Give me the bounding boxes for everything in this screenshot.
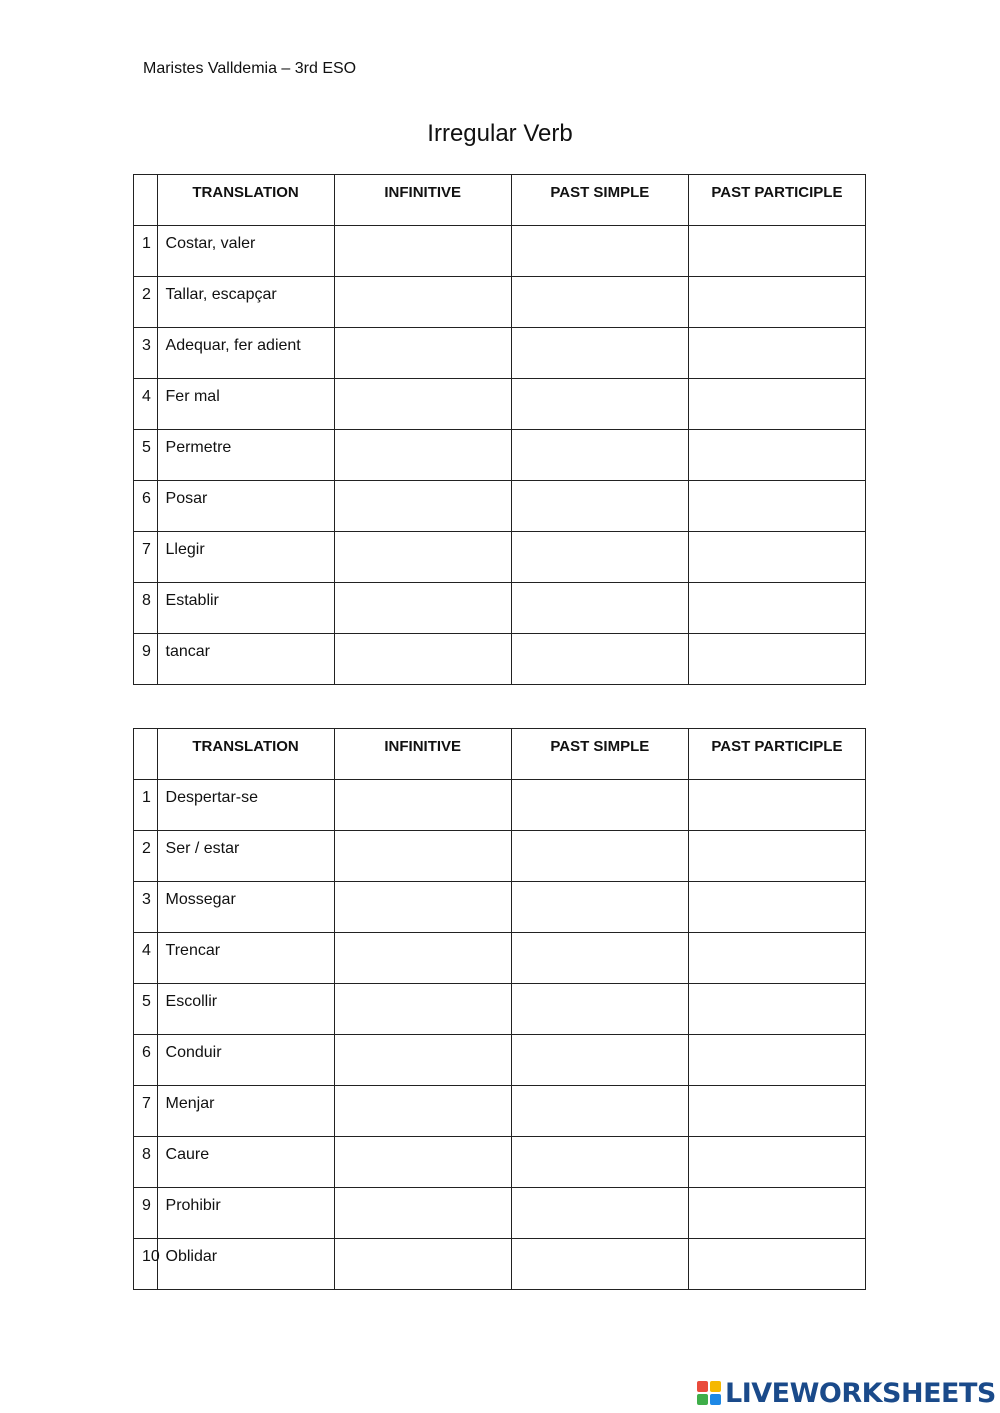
past-participle-cell[interactable]	[688, 1035, 865, 1086]
past-simple-cell[interactable]	[511, 226, 688, 277]
table-row	[134, 1239, 866, 1290]
translation-cell: Trencar	[157, 933, 334, 984]
table-row	[134, 831, 866, 882]
past-simple-cell[interactable]	[511, 532, 688, 583]
past-participle-cell[interactable]	[688, 481, 865, 532]
infinitive-cell[interactable]	[334, 583, 511, 634]
infinitive-cell[interactable]	[334, 984, 511, 1035]
infinitive-cell[interactable]	[334, 933, 511, 984]
row-number: 3	[134, 328, 158, 379]
table-row	[134, 379, 866, 430]
row-number: 8	[134, 1137, 158, 1188]
infinitive-cell[interactable]	[334, 831, 511, 882]
translation-cell: Costar, valer	[157, 226, 334, 277]
translation-cell: Despertar-se	[157, 780, 334, 831]
header-infinitive: INFINITIVE	[334, 729, 511, 780]
past-participle-cell[interactable]	[688, 634, 865, 685]
row-number: 3	[134, 882, 158, 933]
infinitive-cell[interactable]	[334, 882, 511, 933]
past-participle-cell[interactable]	[688, 328, 865, 379]
past-simple-cell[interactable]	[511, 481, 688, 532]
translation-cell: Fer mal	[157, 379, 334, 430]
table-row	[134, 277, 866, 328]
past-participle-cell[interactable]	[688, 226, 865, 277]
past-simple-cell[interactable]	[511, 1137, 688, 1188]
table-row	[134, 882, 866, 933]
row-number: 1	[134, 780, 158, 831]
header-translation: TRANSLATION	[157, 175, 334, 226]
past-participle-cell[interactable]	[688, 379, 865, 430]
past-participle-cell[interactable]	[688, 780, 865, 831]
past-participle-cell[interactable]	[688, 532, 865, 583]
past-participle-cell[interactable]	[688, 984, 865, 1035]
logo-text: LIVEWORKSHEETS	[725, 1377, 996, 1409]
infinitive-cell[interactable]	[334, 1239, 511, 1290]
row-number: 4	[134, 933, 158, 984]
table-row	[134, 1035, 866, 1086]
translation-cell: Posar	[157, 481, 334, 532]
past-simple-cell[interactable]	[511, 1188, 688, 1239]
row-number: 6	[134, 1035, 158, 1086]
verb-table-1	[133, 174, 866, 685]
table-row	[134, 430, 866, 481]
infinitive-cell[interactable]	[334, 277, 511, 328]
table-row	[134, 328, 866, 379]
past-simple-cell[interactable]	[511, 634, 688, 685]
infinitive-cell[interactable]	[334, 481, 511, 532]
row-number: 10	[134, 1239, 158, 1290]
infinitive-cell[interactable]	[334, 634, 511, 685]
past-participle-cell[interactable]	[688, 1239, 865, 1290]
row-number: 9	[134, 634, 158, 685]
header-past-participle: PAST PARTICIPLE	[688, 175, 865, 226]
past-participle-cell[interactable]	[688, 1137, 865, 1188]
past-simple-cell[interactable]	[511, 882, 688, 933]
row-number: 9	[134, 1188, 158, 1239]
page-title: Irregular Verb	[427, 120, 573, 147]
past-simple-cell[interactable]	[511, 780, 688, 831]
row-number: 6	[134, 481, 158, 532]
infinitive-cell[interactable]	[334, 328, 511, 379]
row-number: 2	[134, 831, 158, 882]
table-row	[134, 780, 866, 831]
past-simple-cell[interactable]	[511, 1035, 688, 1086]
translation-cell: Menjar	[157, 1086, 334, 1137]
table-row	[134, 933, 866, 984]
table-row	[134, 984, 866, 1035]
translation-cell: Oblidar	[157, 1239, 334, 1290]
row-number: 4	[134, 379, 158, 430]
liveworksheets-logo	[697, 1377, 996, 1409]
table-header-row	[134, 175, 866, 226]
past-simple-cell[interactable]	[511, 583, 688, 634]
table-row	[134, 532, 866, 583]
past-participle-cell[interactable]	[688, 831, 865, 882]
infinitive-cell[interactable]	[334, 780, 511, 831]
row-number: 7	[134, 532, 158, 583]
row-number: 5	[134, 430, 158, 481]
past-simple-cell[interactable]	[511, 984, 688, 1035]
header-translation: TRANSLATION	[157, 729, 334, 780]
translation-cell: Adequar, fer adient	[157, 328, 334, 379]
infinitive-cell[interactable]	[334, 1188, 511, 1239]
past-participle-cell[interactable]	[688, 1086, 865, 1137]
translation-cell: Mossegar	[157, 882, 334, 933]
table-row	[134, 1086, 866, 1137]
translation-cell: Tallar, escapçar	[157, 277, 334, 328]
infinitive-cell[interactable]	[334, 532, 511, 583]
table-row	[134, 583, 866, 634]
header-past-simple: PAST SIMPLE	[511, 175, 688, 226]
table-row	[134, 226, 866, 277]
table-row	[134, 634, 866, 685]
infinitive-cell[interactable]	[334, 430, 511, 481]
header-num	[134, 729, 158, 780]
infinitive-cell[interactable]	[334, 226, 511, 277]
row-number: 2	[134, 277, 158, 328]
past-participle-cell[interactable]	[688, 583, 865, 634]
verb-table-2	[133, 728, 866, 1290]
row-number: 5	[134, 984, 158, 1035]
past-participle-cell[interactable]	[688, 933, 865, 984]
translation-cell: Establir	[157, 583, 334, 634]
translation-cell: Ser / estar	[157, 831, 334, 882]
past-simple-cell[interactable]	[511, 379, 688, 430]
past-simple-cell[interactable]	[511, 1086, 688, 1137]
infinitive-cell[interactable]	[334, 379, 511, 430]
past-simple-cell[interactable]	[511, 1239, 688, 1290]
past-simple-cell[interactable]	[511, 933, 688, 984]
header-infinitive: INFINITIVE	[334, 175, 511, 226]
past-simple-cell[interactable]	[511, 430, 688, 481]
translation-cell: Conduir	[157, 1035, 334, 1086]
table-row	[134, 1137, 866, 1188]
liveworksheets-logo-icon	[697, 1381, 721, 1405]
header-past-simple: PAST SIMPLE	[511, 729, 688, 780]
infinitive-cell[interactable]	[334, 1137, 511, 1188]
past-simple-cell[interactable]	[511, 328, 688, 379]
row-number: 7	[134, 1086, 158, 1137]
header-past-participle: PAST PARTICIPLE	[688, 729, 865, 780]
past-participle-cell[interactable]	[688, 1188, 865, 1239]
past-participle-cell[interactable]	[688, 430, 865, 481]
translation-cell: Permetre	[157, 430, 334, 481]
header-num	[134, 175, 158, 226]
translation-cell: Llegir	[157, 532, 334, 583]
past-participle-cell[interactable]	[688, 277, 865, 328]
past-simple-cell[interactable]	[511, 277, 688, 328]
past-simple-cell[interactable]	[511, 831, 688, 882]
translation-cell: tancar	[157, 634, 334, 685]
row-number: 8	[134, 583, 158, 634]
row-number: 1	[134, 226, 158, 277]
table-row	[134, 1188, 866, 1239]
table-header-row	[134, 729, 866, 780]
translation-cell: Caure	[157, 1137, 334, 1188]
table-row	[134, 481, 866, 532]
infinitive-cell[interactable]	[334, 1035, 511, 1086]
infinitive-cell[interactable]	[334, 1086, 511, 1137]
school-header: Maristes Valldemia – 3rd ESO	[143, 60, 357, 77]
translation-cell: Prohibir	[157, 1188, 334, 1239]
translation-cell: Escollir	[157, 984, 334, 1035]
past-participle-cell[interactable]	[688, 882, 865, 933]
